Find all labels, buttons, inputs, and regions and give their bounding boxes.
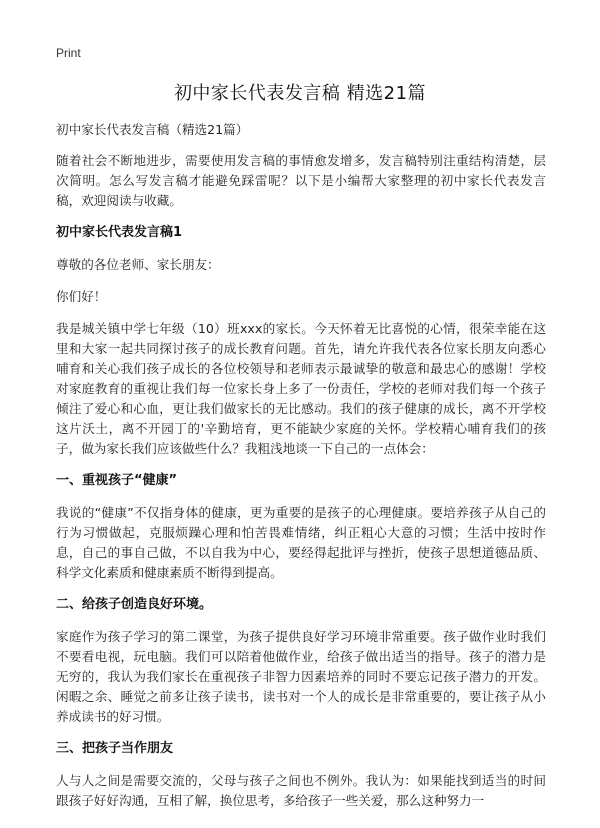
section-heading: 初中家长代表发言稿1: [56, 225, 183, 240]
subsection-heading: 二、给孩子创造良好环境。: [56, 597, 213, 612]
intro-paragraph: 随着社会不断地进步，需要使用发言稿的事情愈发增多，发言稿特别注重结构清楚，层次简明。怎么写发言稿才能避免踩雷呢？以下是小编帮大家整理的初中家长代表发言稿，欢迎阅读与收藏。: [56, 153, 546, 208]
document-subtitle: 初中家长代表发言稿（精选21篇）: [56, 122, 249, 137]
document-body: [56, 120, 546, 823]
document-title: 初中家长代表发言稿 精选21篇: [173, 83, 427, 104]
body-paragraph: 我说的“健康”不仅指身体的健康，更为重要的是孩子的心理健康。要培养孩子从自己的行为习惯做起，克服烦躁心理和怕苦畏难情绪，纠正粗心大意的习惯；生活中按时作息，自己的事自己做，不以自我为中心，要经得起批评与挫折，使孩子思想道德品质、科学文化素质和健康素质不断得到提高。: [56, 505, 546, 580]
body-paragraph: 人与人之间是需要交流的，父母与孩子之间也不例外。我认为：如果能找到适当的时间跟孩子好好沟通，互相了解，换位思考，多给孩子一些关爱，那么这种努力一: [56, 773, 546, 808]
body-paragraph: 家庭作为孩子学习的第二课堂，为孩子提供良好学习环境非常重要。孩子做作业时我们不要看电视，玩电脑。我们可以陪着他做作业，给孩子做出适当的指导。孩子的潜力是无穷的，我认为我们家长在重视孩子非智力因素培养的同时不要忘记孩子潜力的开发。闲暇之余、睡觉之前多让孩子读书，读书对一个人的成长是非常重要的，要让孩子从小养成读书的好习惯。: [56, 629, 546, 724]
greeting: 你们好！: [56, 289, 107, 304]
subsection-heading: 三、把孩子当作朋友: [56, 741, 174, 756]
subsection-heading: 一、重视孩子“健康”: [56, 473, 178, 488]
salutation: 尊敬的各位老师、家长朋友：: [56, 257, 220, 272]
body-paragraph: 我是城关镇中学七年级（10）班xxx的家长。今天怀着无比喜悦的心情，很荣幸能在这里和大家一起共同探讨孩子的成长教育问题。首先，请允许我代表各位家长朋友向悉心哺育和关心我们孩子成长的各位校领导和老师表示最诚挚的敬意和最忠心的感谢！学校对家庭教育的重视让我们每一位家长身上多了一份责任，学校的老师对我们每一个孩子倾注了爱心和心血，更让我们做家长的无比感动。我们的孩子健康的成长，离不开学校这片沃土，离不开园丁的'辛勤培育，更不能缺少家庭的关怀。学校精心哺育我们的孩子，做为家长我们应该做些什么？我粗浅地谈一下自己的一点体会：: [56, 321, 546, 456]
print-link[interactable]: Print: [56, 46, 81, 60]
